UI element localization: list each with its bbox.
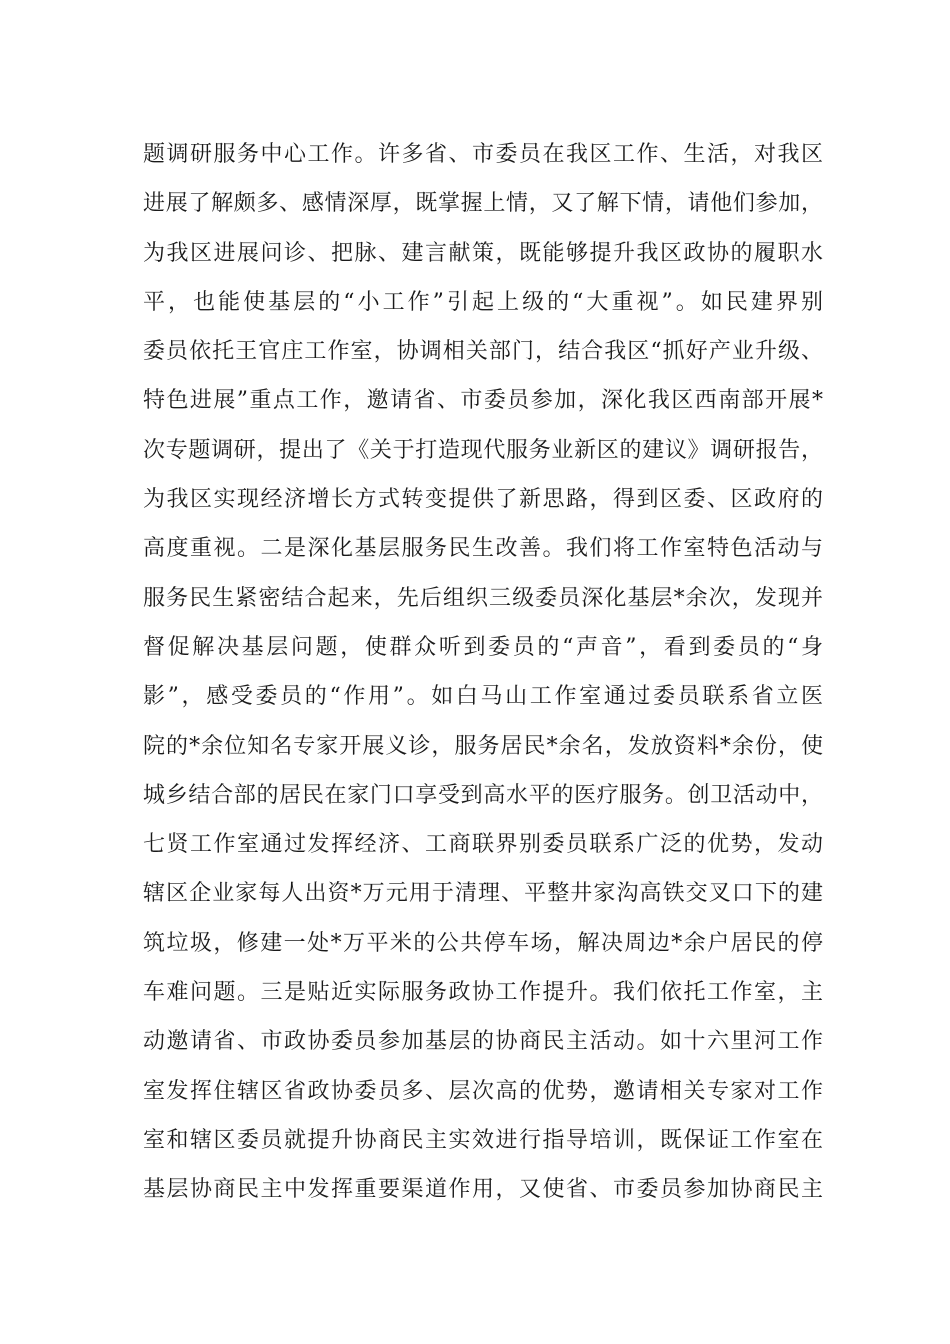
- text-line: 为我区进展问诊、把脉、建言献策，既能够提升我区政协的履职水: [143, 240, 823, 266]
- text-line: 题调研服务中心工作。许多省、市委员在我区工作、生活，对我区: [143, 142, 823, 167]
- text-line: 城乡结合部的居民在家门口享受到高水平的医疗服务。创卫活动中，: [143, 782, 823, 808]
- text-line: 影”，感受委员的“作用”。如白马山工作室通过委员联系省立医: [143, 684, 823, 710]
- text-line: 进展了解颇多、感情深厚，既掌握上情，又了解下情，请他们参加，: [143, 191, 823, 217]
- text-line: 筑垃圾，修建一处*万平米的公共停车场，解决周边*余户居民的停: [143, 930, 823, 956]
- text-line: 动邀请省、市政协委员参加基层的协商民主活动。如十六里河工作: [143, 1029, 823, 1055]
- text-line: 委员依托王官庄工作室，协调相关部门，结合我区“抓好产业升级、: [143, 339, 823, 365]
- text-line: 高度重视。二是深化基层服务民生改善。我们将工作室特色活动与: [143, 536, 823, 562]
- body-text: [143, 130, 823, 1215]
- text-line: 辖区企业家每人出资*万元用于清理、平整井家沟高铁交叉口下的建: [143, 881, 823, 907]
- text-line: 室发挥住辖区省政协委员多、层次高的优势，邀请相关专家对工作: [143, 1078, 823, 1104]
- text-line: 七贤工作室通过发挥经济、工商联界别委员联系广泛的优势，发动: [143, 832, 823, 858]
- text-line: 督促解决基层问题，使群众听到委员的“声音”，看到委员的“身: [143, 634, 823, 660]
- text-line: 次专题调研，提出了《关于打造现代服务业新区的建议》调研报告，: [143, 437, 823, 463]
- text-line: 平，也能使基层的“小工作”引起上级的“大重视”。如民建界别: [143, 289, 823, 315]
- text-line: 为我区实现经济增长方式转变提供了新思路，得到区委、区政府的: [143, 487, 823, 513]
- text-line: 服务民生紧密结合起来，先后组织三级委员深化基层*余次，发现并: [143, 585, 823, 611]
- text-line: 院的*余位知名专家开展义诊，服务居民*余名，发放资料*余份，使: [143, 733, 823, 759]
- text-line: 车难问题。三是贴近实际服务政协工作提升。我们依托工作室，主: [143, 980, 823, 1006]
- text-line: 特色进展”重点工作，邀请省、市委员参加，深化我区西南部开展*: [143, 388, 823, 414]
- text-line: 室和辖区委员就提升协商民主实效进行指导培训，既保证工作室在: [143, 1127, 823, 1153]
- text-line: 基层协商民主中发挥重要渠道作用，又使省、市委员参加协商民主: [143, 1177, 823, 1203]
